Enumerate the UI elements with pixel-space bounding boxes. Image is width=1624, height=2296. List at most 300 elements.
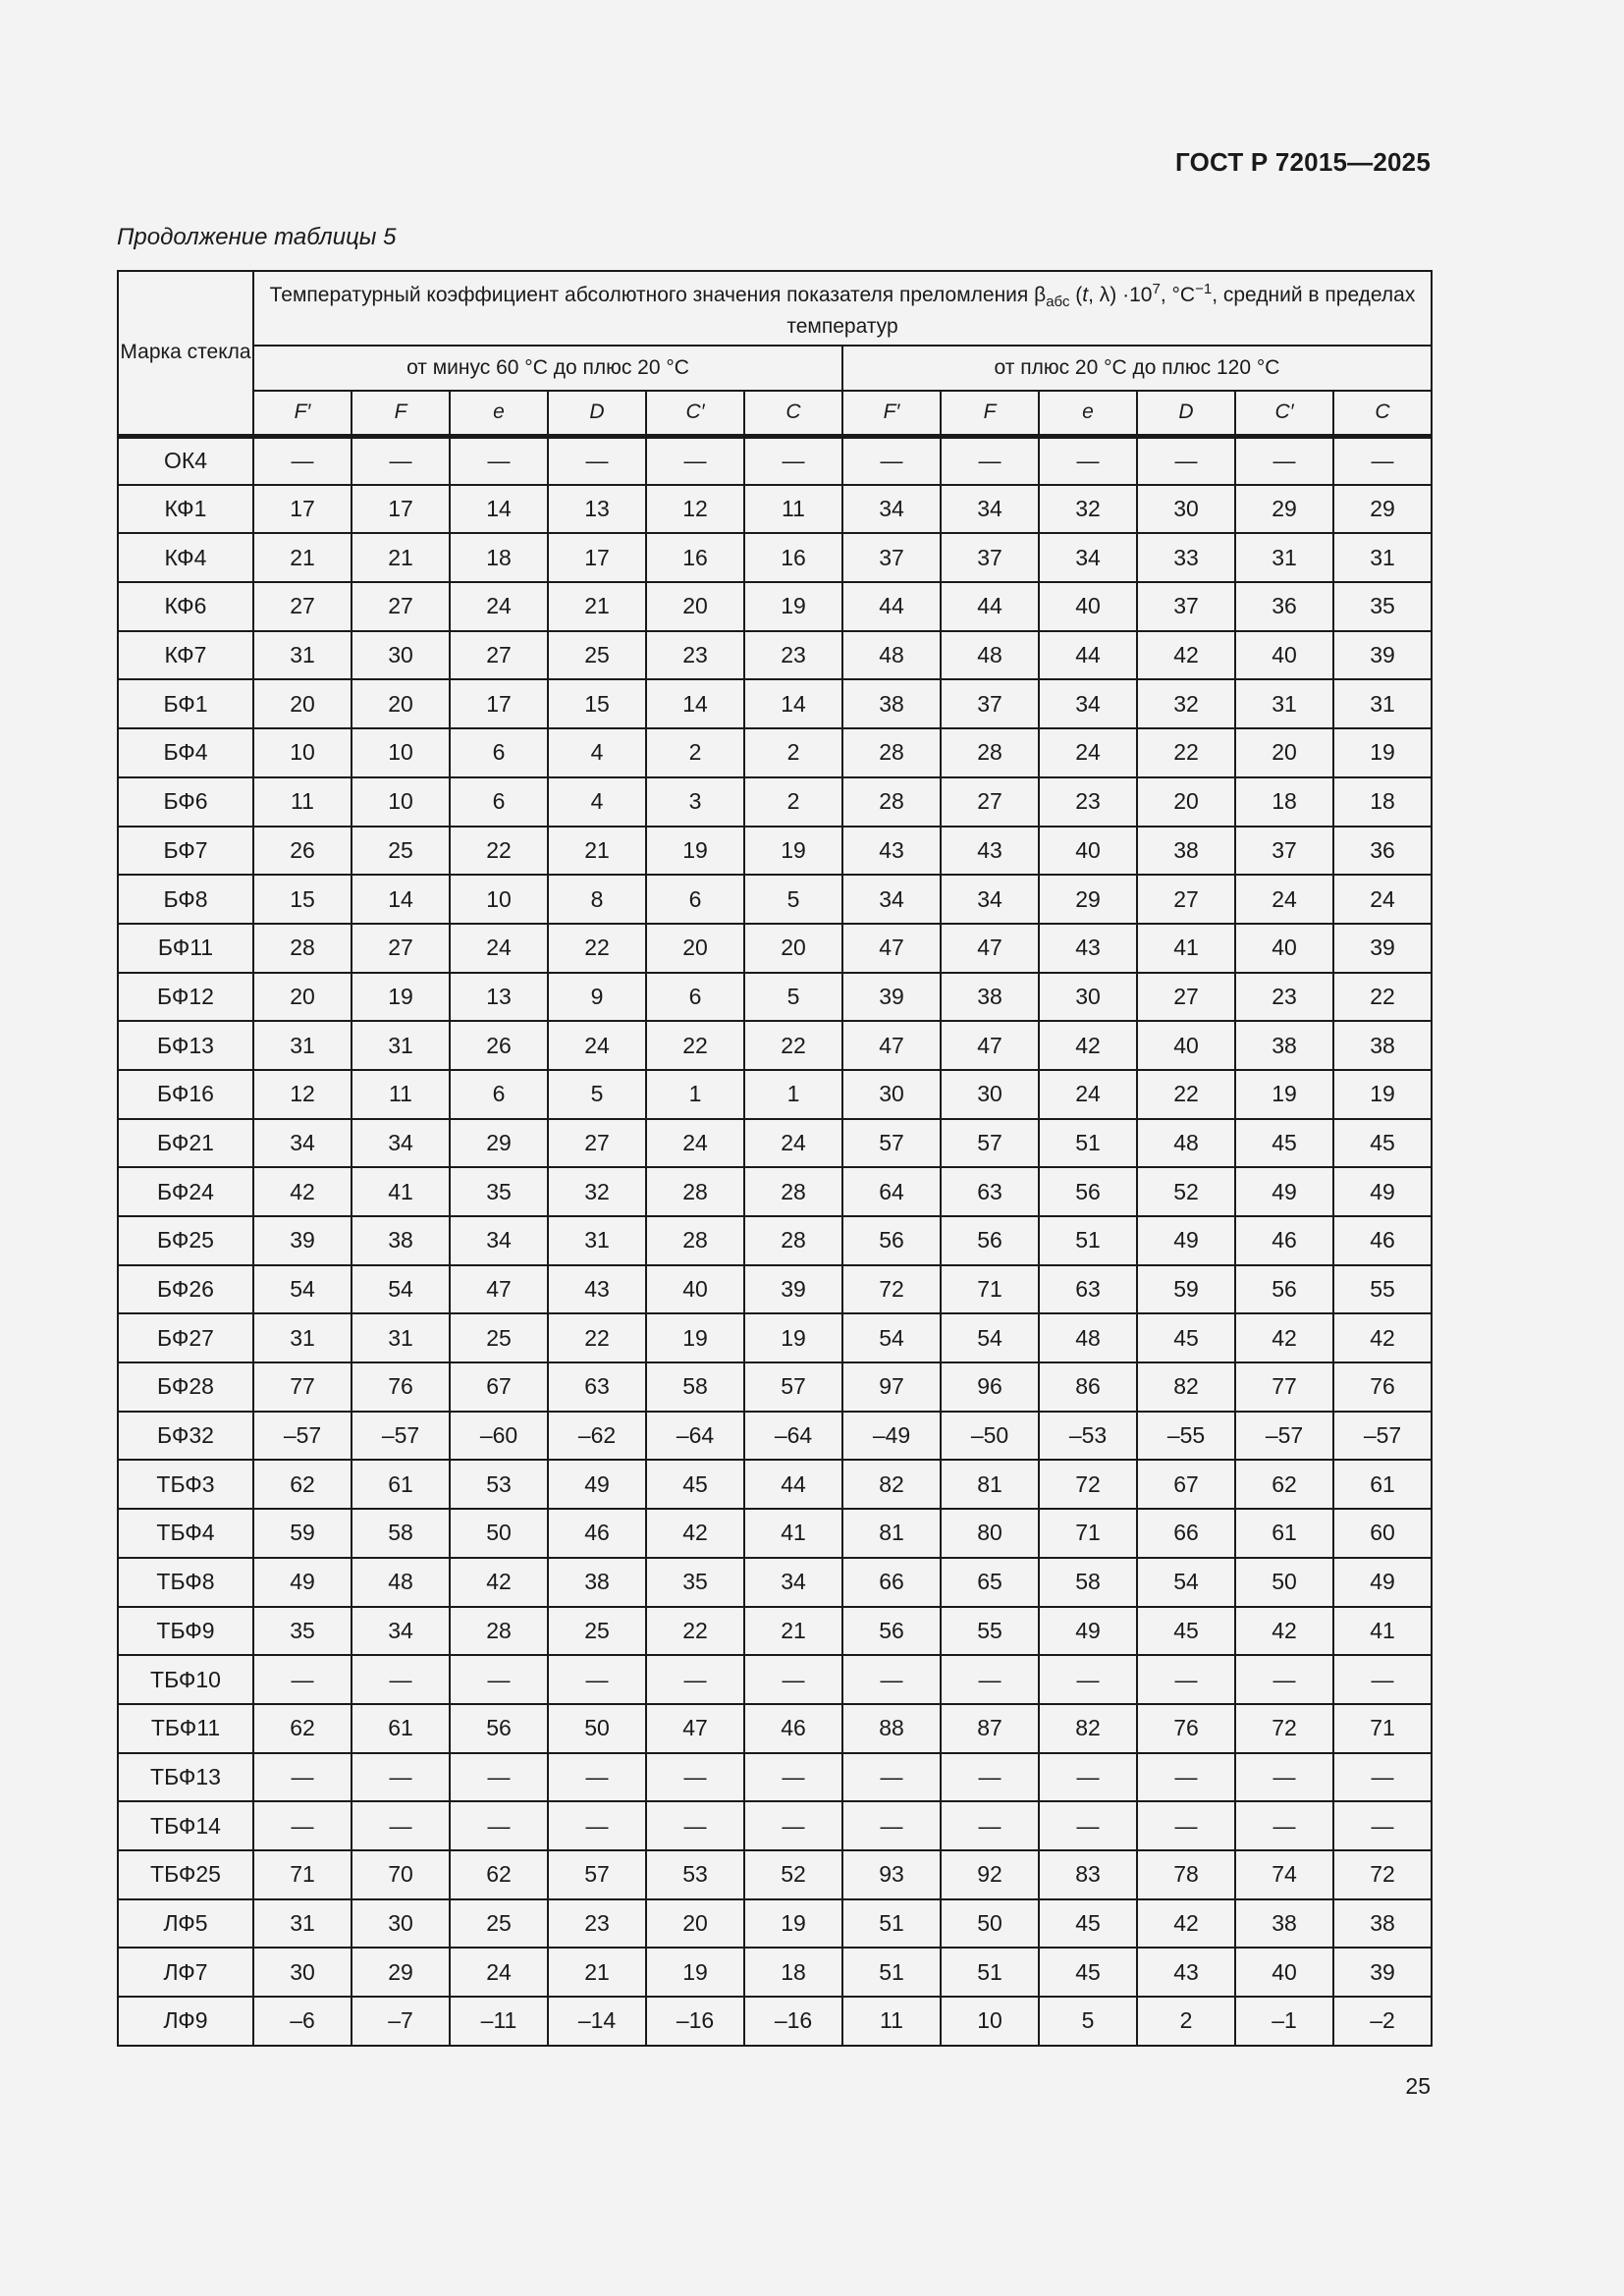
value-cell: — — [1039, 1655, 1137, 1704]
value-cell: 48 — [842, 631, 941, 680]
value-cell: 34 — [1039, 679, 1137, 728]
value-cell: 44 — [744, 1460, 842, 1509]
value-cell: 88 — [842, 1704, 941, 1753]
value-cell: 24 — [646, 1119, 744, 1168]
glass-brand-cell: БФ32 — [118, 1412, 253, 1461]
value-cell: 39 — [842, 973, 941, 1022]
value-cell: 30 — [253, 1948, 352, 1997]
table-row — [118, 1607, 1432, 1656]
value-cell: 30 — [941, 1070, 1039, 1119]
value-cell: 28 — [646, 1216, 744, 1265]
value-cell: — — [842, 436, 941, 485]
value-cell: 19 — [744, 582, 842, 631]
value-cell: 24 — [1039, 728, 1137, 777]
glass-brand-cell: КФ4 — [118, 533, 253, 582]
value-cell: — — [1235, 1753, 1333, 1802]
value-cell: — — [1137, 1753, 1235, 1802]
spectral-line-header: F′ — [842, 391, 941, 436]
value-cell: — — [1235, 436, 1333, 485]
value-cell: 27 — [1137, 875, 1235, 924]
value-cell: 22 — [548, 924, 646, 973]
value-cell: 10 — [941, 1997, 1039, 2046]
value-cell: 47 — [450, 1265, 548, 1314]
value-cell: — — [941, 1655, 1039, 1704]
value-cell: — — [352, 436, 450, 485]
value-cell: 20 — [1137, 777, 1235, 827]
value-cell: 30 — [842, 1070, 941, 1119]
glass-brand-cell: БФ11 — [118, 924, 253, 973]
value-cell: 28 — [842, 777, 941, 827]
value-cell: 61 — [352, 1704, 450, 1753]
value-cell: 24 — [450, 924, 548, 973]
value-cell: 45 — [1137, 1607, 1235, 1656]
value-cell: 6 — [450, 728, 548, 777]
value-cell: 2 — [744, 777, 842, 827]
table-row — [118, 1021, 1432, 1070]
value-cell: — — [842, 1753, 941, 1802]
value-cell: 31 — [253, 631, 352, 680]
table-row — [118, 1412, 1432, 1461]
value-cell: –60 — [450, 1412, 548, 1461]
value-cell: 25 — [352, 827, 450, 876]
value-cell: 17 — [548, 533, 646, 582]
table-body — [118, 436, 1432, 2046]
value-cell: 50 — [941, 1899, 1039, 1949]
value-cell: 41 — [352, 1167, 450, 1216]
value-cell: 42 — [1039, 1021, 1137, 1070]
spectral-lines-row — [118, 391, 1432, 436]
value-cell: 20 — [253, 679, 352, 728]
value-cell: 24 — [1039, 1070, 1137, 1119]
value-cell: 57 — [842, 1119, 941, 1168]
spectral-line-header: C — [744, 391, 842, 436]
value-cell: 5 — [548, 1070, 646, 1119]
value-cell: 59 — [253, 1509, 352, 1558]
value-cell: 71 — [253, 1850, 352, 1899]
value-cell: 37 — [941, 679, 1039, 728]
value-cell: 19 — [646, 827, 744, 876]
value-cell: — — [548, 436, 646, 485]
value-cell: 34 — [352, 1119, 450, 1168]
value-cell: 11 — [744, 485, 842, 534]
value-cell: 81 — [941, 1460, 1039, 1509]
value-cell: 37 — [941, 533, 1039, 582]
table-row — [118, 631, 1432, 680]
value-cell: — — [352, 1753, 450, 1802]
value-cell: 96 — [941, 1362, 1039, 1412]
value-cell: 34 — [842, 875, 941, 924]
value-cell: 42 — [1137, 631, 1235, 680]
value-cell: 22 — [450, 827, 548, 876]
value-cell: 26 — [253, 827, 352, 876]
value-cell: 31 — [253, 1313, 352, 1362]
value-cell: 19 — [744, 827, 842, 876]
value-cell: — — [646, 436, 744, 485]
value-cell: –53 — [1039, 1412, 1137, 1461]
value-cell: 72 — [1039, 1460, 1137, 1509]
value-cell: 34 — [1039, 533, 1137, 582]
value-cell: 66 — [1137, 1509, 1235, 1558]
value-cell: 25 — [548, 631, 646, 680]
value-cell: 1 — [646, 1070, 744, 1119]
glass-brand-cell: ТБФ10 — [118, 1655, 253, 1704]
value-cell: 76 — [352, 1362, 450, 1412]
value-cell: 97 — [842, 1362, 941, 1412]
value-cell: 2 — [646, 728, 744, 777]
value-cell: 25 — [450, 1313, 548, 1362]
glass-brand-cell: ТБФ13 — [118, 1753, 253, 1802]
value-cell: 23 — [1235, 973, 1333, 1022]
value-cell: 56 — [1039, 1167, 1137, 1216]
value-cell: 18 — [1333, 777, 1432, 827]
value-cell: 43 — [1137, 1948, 1235, 1997]
spectral-line-header: F — [352, 391, 450, 436]
value-cell: 39 — [1333, 631, 1432, 680]
value-cell: 64 — [842, 1167, 941, 1216]
spectral-line-header: F — [941, 391, 1039, 436]
value-cell: 8 — [548, 875, 646, 924]
value-cell: 31 — [548, 1216, 646, 1265]
glass-brand-cell: БФ12 — [118, 973, 253, 1022]
value-cell: 54 — [941, 1313, 1039, 1362]
value-cell: 5 — [1039, 1997, 1137, 2046]
value-cell: 28 — [842, 728, 941, 777]
value-cell: — — [253, 1655, 352, 1704]
value-cell: 14 — [450, 485, 548, 534]
value-cell: 40 — [1235, 1948, 1333, 1997]
value-cell: 28 — [744, 1216, 842, 1265]
page-number: 25 — [1405, 2073, 1431, 2099]
value-cell: 25 — [548, 1607, 646, 1656]
value-cell: — — [842, 1801, 941, 1850]
value-cell: 30 — [352, 1899, 450, 1949]
value-cell: 22 — [646, 1607, 744, 1656]
value-cell: 48 — [1039, 1313, 1137, 1362]
value-cell: 37 — [1137, 582, 1235, 631]
glass-brand-cell: БФ1 — [118, 679, 253, 728]
value-cell: 6 — [646, 875, 744, 924]
value-cell: 33 — [1137, 533, 1235, 582]
value-cell: — — [941, 1753, 1039, 1802]
value-cell: 42 — [646, 1509, 744, 1558]
value-cell: 44 — [941, 582, 1039, 631]
value-cell: 35 — [646, 1558, 744, 1607]
value-cell: –57 — [352, 1412, 450, 1461]
value-cell: 35 — [1333, 582, 1432, 631]
value-cell: 56 — [1235, 1265, 1333, 1314]
table-row — [118, 728, 1432, 777]
table-row — [118, 1655, 1432, 1704]
value-cell: 51 — [1039, 1119, 1137, 1168]
value-cell: 50 — [1235, 1558, 1333, 1607]
value-cell: 48 — [941, 631, 1039, 680]
value-cell: 82 — [1039, 1704, 1137, 1753]
value-cell: 15 — [253, 875, 352, 924]
value-cell: 45 — [1137, 1313, 1235, 1362]
value-cell: 18 — [744, 1948, 842, 1997]
value-cell: –2 — [1333, 1997, 1432, 2046]
value-cell: 71 — [941, 1265, 1039, 1314]
value-cell: — — [1333, 1801, 1432, 1850]
glass-brand-cell: ТБФ25 — [118, 1850, 253, 1899]
value-cell: 10 — [253, 728, 352, 777]
value-cell: 63 — [941, 1167, 1039, 1216]
value-cell: 65 — [941, 1558, 1039, 1607]
table-row — [118, 777, 1432, 827]
value-cell: — — [253, 1801, 352, 1850]
value-cell: 24 — [450, 1948, 548, 1997]
value-cell: 59 — [1137, 1265, 1235, 1314]
value-cell: 20 — [646, 924, 744, 973]
value-cell: 20 — [352, 679, 450, 728]
value-cell: 27 — [450, 631, 548, 680]
value-cell: 81 — [842, 1509, 941, 1558]
value-cell: 23 — [646, 631, 744, 680]
value-cell: 19 — [1235, 1070, 1333, 1119]
value-cell: 38 — [548, 1558, 646, 1607]
value-cell: 19 — [646, 1313, 744, 1362]
value-cell: 35 — [450, 1167, 548, 1216]
value-cell: 14 — [646, 679, 744, 728]
value-cell: 52 — [744, 1850, 842, 1899]
value-cell: — — [352, 1801, 450, 1850]
table-row — [118, 1948, 1432, 1997]
value-cell: 72 — [1235, 1704, 1333, 1753]
value-cell: 27 — [352, 924, 450, 973]
value-cell: 86 — [1039, 1362, 1137, 1412]
value-cell: 30 — [1137, 485, 1235, 534]
value-cell: 37 — [1235, 827, 1333, 876]
value-cell: 77 — [1235, 1362, 1333, 1412]
value-cell: — — [1039, 436, 1137, 485]
value-cell: 54 — [1137, 1558, 1235, 1607]
value-cell: –64 — [744, 1412, 842, 1461]
value-cell: 20 — [646, 1899, 744, 1949]
value-cell: 22 — [646, 1021, 744, 1070]
value-cell: 40 — [1137, 1021, 1235, 1070]
value-cell: 31 — [1333, 679, 1432, 728]
value-cell: 34 — [744, 1558, 842, 1607]
value-cell: 71 — [1333, 1704, 1432, 1753]
value-cell: 32 — [1039, 485, 1137, 534]
value-cell: 38 — [352, 1216, 450, 1265]
table-row — [118, 1362, 1432, 1412]
glass-brand-cell: КФ7 — [118, 631, 253, 680]
coefficient-header: Температурный коэффициент абсолютного значения показателя преломления $\beta_{абс}$ (t, $\lambda) \cdot 10^7$, $^\circ С^{-1}$, средний в пределах температур — [253, 271, 1432, 346]
value-cell: — — [1333, 1655, 1432, 1704]
value-cell: 39 — [1333, 1948, 1432, 1997]
value-cell: 20 — [1235, 728, 1333, 777]
table-row — [118, 1753, 1432, 1802]
value-cell: — — [1235, 1801, 1333, 1850]
value-cell: 41 — [1333, 1607, 1432, 1656]
value-cell: 62 — [253, 1460, 352, 1509]
value-cell: 42 — [1235, 1313, 1333, 1362]
value-cell: 27 — [352, 582, 450, 631]
value-cell: –1 — [1235, 1997, 1333, 2046]
value-cell: — — [646, 1655, 744, 1704]
value-cell: — — [1137, 1801, 1235, 1850]
value-cell: 27 — [253, 582, 352, 631]
value-cell: 31 — [1235, 679, 1333, 728]
glass-brand-cell: ТБФ14 — [118, 1801, 253, 1850]
value-cell: 57 — [941, 1119, 1039, 1168]
value-cell: 49 — [548, 1460, 646, 1509]
value-cell: 76 — [1333, 1362, 1432, 1412]
value-cell: — — [1137, 436, 1235, 485]
value-cell: 27 — [1137, 973, 1235, 1022]
value-cell: — — [548, 1801, 646, 1850]
value-cell: 25 — [450, 1899, 548, 1949]
value-cell: 30 — [352, 631, 450, 680]
value-cell: — — [450, 1655, 548, 1704]
value-cell: 22 — [1137, 1070, 1235, 1119]
value-cell: 55 — [1333, 1265, 1432, 1314]
value-cell: 22 — [1333, 973, 1432, 1022]
value-cell: 72 — [1333, 1850, 1432, 1899]
glass-brand-cell: ТБФ11 — [118, 1704, 253, 1753]
value-cell: 38 — [1235, 1899, 1333, 1949]
value-cell: 49 — [1333, 1167, 1432, 1216]
value-cell: 54 — [253, 1265, 352, 1314]
value-cell: 29 — [1235, 485, 1333, 534]
value-cell: 32 — [1137, 679, 1235, 728]
value-cell: 28 — [646, 1167, 744, 1216]
value-cell: 61 — [1235, 1509, 1333, 1558]
value-cell: 36 — [1235, 582, 1333, 631]
value-cell: –16 — [744, 1997, 842, 2046]
table-row — [118, 582, 1432, 631]
value-cell: 63 — [548, 1362, 646, 1412]
value-cell: 43 — [842, 827, 941, 876]
value-cell: — — [1137, 1655, 1235, 1704]
refraction-coefficient-table — [117, 270, 1433, 2047]
value-cell: — — [548, 1753, 646, 1802]
glass-brand-cell: КФ1 — [118, 485, 253, 534]
value-cell: 5 — [744, 875, 842, 924]
value-cell: 22 — [548, 1313, 646, 1362]
value-cell: 43 — [941, 827, 1039, 876]
table-row — [118, 1070, 1432, 1119]
value-cell: 42 — [1137, 1899, 1235, 1949]
value-cell: 24 — [1333, 875, 1432, 924]
table-row — [118, 1216, 1432, 1265]
value-cell: — — [450, 1801, 548, 1850]
value-cell: –57 — [1235, 1412, 1333, 1461]
value-cell: 40 — [1235, 924, 1333, 973]
value-cell: 18 — [1235, 777, 1333, 827]
table-row — [118, 436, 1432, 485]
value-cell: 28 — [941, 728, 1039, 777]
value-cell: 66 — [842, 1558, 941, 1607]
value-cell: 29 — [1333, 485, 1432, 534]
value-cell: 21 — [352, 533, 450, 582]
glass-brand-cell: КФ6 — [118, 582, 253, 631]
value-cell: 37 — [842, 533, 941, 582]
value-cell: 62 — [253, 1704, 352, 1753]
value-cell: 41 — [744, 1509, 842, 1558]
value-cell: 27 — [548, 1119, 646, 1168]
value-cell: 10 — [450, 875, 548, 924]
value-cell: 22 — [744, 1021, 842, 1070]
value-cell: 45 — [1039, 1948, 1137, 1997]
value-cell: 30 — [1039, 973, 1137, 1022]
value-cell: — — [744, 436, 842, 485]
glass-brand-cell: БФ6 — [118, 777, 253, 827]
value-cell: 44 — [1039, 631, 1137, 680]
glass-brand-cell: БФ21 — [118, 1119, 253, 1168]
value-cell: 13 — [548, 485, 646, 534]
value-cell: 35 — [253, 1607, 352, 1656]
table-caption: Продолжение таблицы 5 — [117, 224, 397, 250]
value-cell: 34 — [253, 1119, 352, 1168]
value-cell: 51 — [941, 1948, 1039, 1997]
value-cell: — — [1333, 436, 1432, 485]
value-cell: — — [646, 1801, 744, 1850]
glass-brand-cell: ТБФ4 — [118, 1509, 253, 1558]
value-cell: 32 — [548, 1167, 646, 1216]
spectral-line-header: C′ — [1235, 391, 1333, 436]
value-cell: 93 — [842, 1850, 941, 1899]
glass-brand-cell: БФ13 — [118, 1021, 253, 1070]
value-cell: — — [842, 1655, 941, 1704]
table-row — [118, 1460, 1432, 1509]
value-cell: 38 — [1137, 827, 1235, 876]
value-cell: 51 — [842, 1948, 941, 1997]
glass-brand-cell: ТБФ9 — [118, 1607, 253, 1656]
value-cell: 19 — [1333, 1070, 1432, 1119]
glass-brand-cell: ОК4 — [118, 436, 253, 485]
value-cell: 29 — [450, 1119, 548, 1168]
glass-brand-cell: БФ27 — [118, 1313, 253, 1362]
value-cell: — — [548, 1655, 646, 1704]
value-cell: 42 — [253, 1167, 352, 1216]
value-cell: 39 — [253, 1216, 352, 1265]
table-row — [118, 1313, 1432, 1362]
value-cell: 17 — [352, 485, 450, 534]
table-row — [118, 1265, 1432, 1314]
value-cell: 20 — [744, 924, 842, 973]
value-cell: 49 — [1333, 1558, 1432, 1607]
value-cell: 9 — [548, 973, 646, 1022]
value-cell: 19 — [744, 1313, 842, 1362]
document-id: ГОСТ Р 72015—2025 — [1175, 147, 1431, 177]
table-row — [118, 1899, 1432, 1949]
value-cell: — — [744, 1801, 842, 1850]
value-cell: 21 — [744, 1607, 842, 1656]
value-cell: 24 — [548, 1021, 646, 1070]
value-cell: 38 — [1333, 1899, 1432, 1949]
value-cell: 78 — [1137, 1850, 1235, 1899]
value-cell: 3 — [646, 777, 744, 827]
value-cell: — — [352, 1655, 450, 1704]
spectral-line-header: F′ — [253, 391, 352, 436]
table-row — [118, 679, 1432, 728]
value-cell: 14 — [352, 875, 450, 924]
value-cell: 45 — [1039, 1899, 1137, 1949]
table-row — [118, 1167, 1432, 1216]
value-cell: 76 — [1137, 1704, 1235, 1753]
value-cell: 40 — [1039, 582, 1137, 631]
value-cell: 19 — [646, 1948, 744, 1997]
value-cell: 50 — [548, 1704, 646, 1753]
value-cell: 11 — [352, 1070, 450, 1119]
value-cell: — — [941, 1801, 1039, 1850]
value-cell: 24 — [450, 582, 548, 631]
value-cell: 47 — [842, 1021, 941, 1070]
table-row — [118, 827, 1432, 876]
value-cell: 23 — [548, 1899, 646, 1949]
